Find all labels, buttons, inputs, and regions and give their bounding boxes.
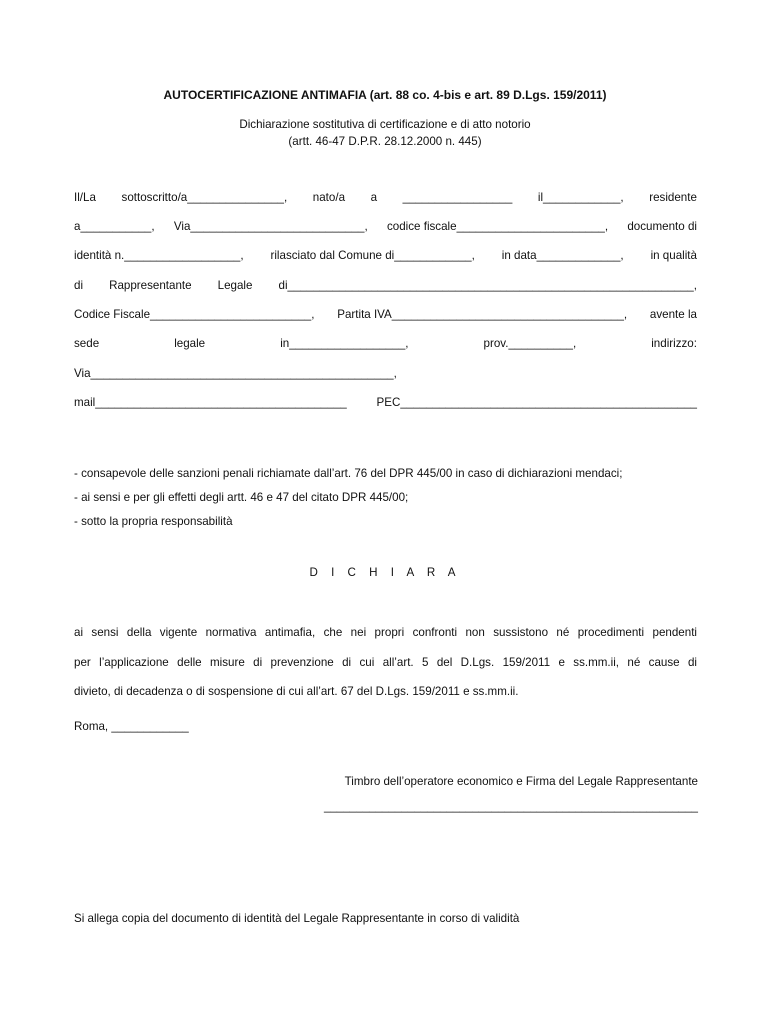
- signature-line[interactable]: __________________________________________________________: [324, 800, 698, 813]
- form-text: legale: [174, 337, 206, 350]
- form-text: avente la: [649, 308, 697, 321]
- form-field-residenza[interactable]: a___________,: [74, 220, 155, 233]
- form-field-data-nascita[interactable]: il____________,: [537, 191, 624, 204]
- form-text: in qualità: [650, 249, 697, 262]
- form-text: residente: [649, 191, 697, 204]
- form-field-codice-fiscale-societa[interactable]: Codice Fiscale_________________________,: [74, 308, 315, 321]
- declaration-paragraph: [74, 618, 697, 707]
- form-text: di: [74, 279, 84, 292]
- form-text: Rappresentante: [109, 279, 192, 292]
- form-text: Legale: [217, 279, 253, 292]
- form-field-mail[interactable]: mail_______________________________________: [74, 396, 347, 409]
- form-row-4: [74, 279, 697, 292]
- form-field-via[interactable]: Via___________________________,: [173, 220, 368, 233]
- place-date-field[interactable]: Roma, ____________: [74, 720, 189, 733]
- form-field-data-rilascio[interactable]: in data_____________,: [501, 249, 624, 262]
- form-text: a: [370, 191, 378, 204]
- form-field-comune-rilascio[interactable]: rilasciato dal Comune di____________,: [270, 249, 475, 262]
- form-text: nato/a: [312, 191, 346, 204]
- form-row-5: [74, 308, 697, 321]
- declaration-line: per l’applicazione delle misure di prevenzione di cui all’art. 5 del D.Lgs. 159/2011 e ss.mm.ii, né cause di: [74, 655, 697, 669]
- condition-item: - consapevole delle sanzioni penali richiamate dall’art. 76 del DPR 445/00 in caso di dichiarazioni mendaci;: [74, 467, 623, 480]
- dichiara-heading: D I C H I A R A: [309, 566, 461, 579]
- form-field-provincia[interactable]: prov.__________,: [483, 337, 577, 350]
- form-text: sede: [74, 337, 100, 350]
- form-field-pec[interactable]: PEC______________________________________________: [376, 396, 697, 409]
- form-field-documento-numero[interactable]: identità n.__________________,: [74, 249, 244, 262]
- form-text: documento di: [627, 220, 697, 233]
- subtitle-line-2: (artt. 46-47 D.P.R. 28.12.2000 n. 445): [288, 135, 482, 148]
- conditions-list: [74, 467, 622, 539]
- form-row-3: [74, 249, 697, 262]
- form-field-sottoscritto[interactable]: sottoscritto/a_______________,: [121, 191, 288, 204]
- form-row-6: [74, 337, 697, 350]
- document-subtitle: [0, 116, 770, 150]
- declaration-line: divieto, di decadenza o di sospensione di cui all’art. 67 del D.Lgs. 159/2011 e ss.mm.ii.: [74, 685, 519, 698]
- form-field-sede-comune[interactable]: in__________________,: [280, 337, 409, 350]
- form-field-indirizzo-via[interactable]: Via_______________________________________________,: [74, 367, 397, 380]
- form-text: Il/La: [74, 191, 96, 204]
- attachment-note: Si allega copia del documento di identità del Legale Rappresentante in corso di validità: [74, 912, 520, 925]
- signature-label: Timbro dell’operatore economico e Firma del Legale Rappresentante: [344, 775, 698, 788]
- form-field-societa[interactable]: di_______________________________________________________________,: [278, 279, 697, 292]
- form-text: indirizzo:: [651, 337, 697, 350]
- form-row-1: [74, 191, 697, 204]
- form-row-7: [74, 367, 697, 380]
- form-row-2: [74, 220, 697, 233]
- condition-item: - sotto la propria responsabilità: [74, 515, 233, 528]
- form-field-partita-iva[interactable]: Partita IVA____________________________________,: [337, 308, 628, 321]
- form-field-codice-fiscale[interactable]: codice fiscale_______________________,: [386, 220, 609, 233]
- form-row-8: [74, 396, 697, 409]
- subtitle-line-1: Dichiarazione sostitutiva di certificazione e di atto notorio: [239, 118, 531, 131]
- declaration-line: ai sensi della vigente normativa antimafia, che nei propri confronti non sussistono né procedimenti pendenti: [74, 626, 697, 639]
- form-field-luogo-nascita[interactable]: _________________: [402, 191, 513, 204]
- condition-item: - ai sensi e per gli effetti degli artt. 46 e 47 del citato DPR 445/00;: [74, 491, 409, 504]
- document-title: AUTOCERTIFICAZIONE ANTIMAFIA (art. 88 co. 4-bis e art. 89 D.Lgs. 159/2011): [163, 88, 607, 102]
